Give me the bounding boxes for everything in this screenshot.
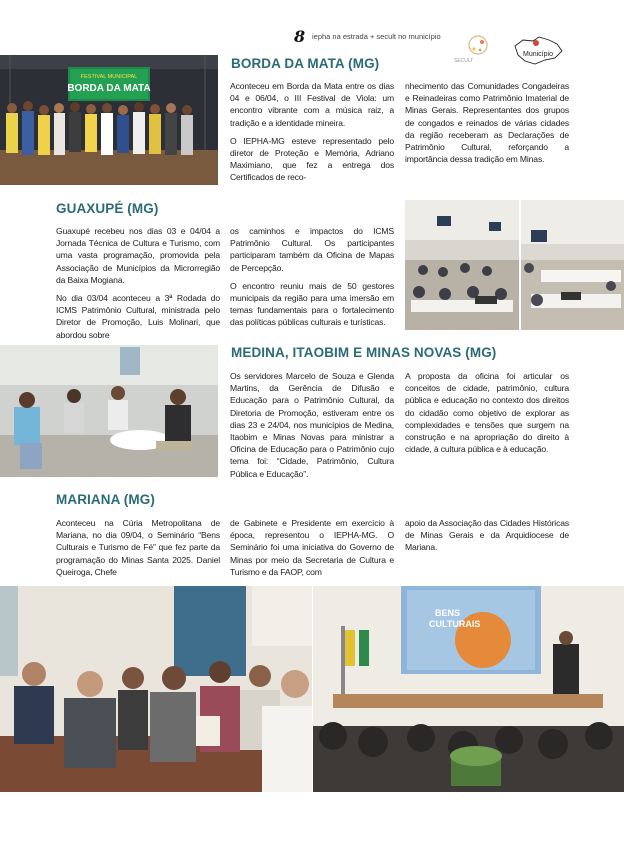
guaxupe-auditorium-photo-2 — [521, 200, 624, 330]
paragraph: Aconteceu em Borda da Mata entre os dias 04 e 06/04, o III Festival de Viola: um encontro vibrante com a música raiz, a tradição e a identidade mineira. — [230, 81, 394, 128]
mariana-col3 — [405, 517, 569, 560]
borda-da-mata-col2 — [405, 80, 569, 171]
paragraph: No dia 03/04 aconteceu a 3ª Rodada do ICMS Patrimônio Cultural, ministrada pelo Diretor de Promoção, Luis Molinari, que abordou sobre — [56, 293, 220, 340]
secult-no-municipio-logo — [509, 34, 567, 68]
paragraph: A proposta da oficina foi articular os conceitos de cidade, patrimônio, cultura pública e educação no contexto dos direitos do cidadão como objetivo de explorar as complexidades e tensões que surgem na construção e na apropriação do direito à cidade, à cultura pública e à educação. — [405, 371, 569, 455]
paragraph: de Gabinete e Presidente em exercício à época, representou o IEPHA-MG. O Seminário foi uma iniciativa do Governo de Minas por meio da Secretaria de Cultura e Turismo e da FAOP, com — [230, 518, 394, 577]
medina-col1 — [230, 370, 394, 486]
paragraph: Aconteceu na Cúria Metropolitana de Mariana, no dia 09/04, o Seminário “Bens Culturais e Turismo de Fé” que fez parte da programação do Minas Santa 2025. Daniel Queiroga, Chefe — [56, 518, 220, 577]
guaxupe-col1 — [56, 225, 220, 347]
medina-heading: MEDINA, ITAOBIM E MINAS NOVAS (MG) — [231, 345, 497, 360]
guaxupe-col2 — [230, 225, 394, 335]
paragraph: apoio da Associação das Cidades Históricas de Minas Gerais e da Arquidiocese de Mariana. — [405, 518, 569, 553]
secult-logo-text: SECULT — [454, 58, 474, 64]
banner-line1: FESTIVAL MUNICIPAL — [80, 74, 138, 80]
paragraph: Guaxupé recebeu nos dias 03 e 04/04 a Jornada Técnica de Cultura e Turismo, com uma vasta programação, promovida pela Associação de Municípios da Microrregião da Baixa Mogiana. — [56, 226, 220, 285]
screen-line2: CULTURAIS — [429, 619, 481, 629]
borda-da-mata-group-photo — [0, 55, 218, 185]
medina-workshop-photo — [0, 345, 218, 477]
medina-col2 — [405, 370, 569, 461]
borda-da-mata-col1 — [230, 80, 394, 190]
screen-line1: BENS — [435, 608, 461, 618]
mariana-audience-photo — [0, 586, 312, 792]
paragraph: O IEPHA-MG esteve representado pelo diretor de Proteção e Memória, Adriano Maximiano, que fez a entrega dos Certificados de reco- — [230, 135, 394, 183]
mariana-seminar-photo — [313, 586, 624, 792]
mariana-col2 — [230, 517, 394, 584]
paragraph: os caminhos e impactos do ICMS Patrimônio Cultural. Os participantes participaram também da Oficina de Mapas de Percepção. — [230, 226, 394, 273]
paragraph: Os servidores Marcelo de Souza e Glenda Martins, da Gerência de Difusão e Educação para o Patrimônio Cultural, da Diretoria de Promoção, estiveram entre os dias 23 e 24/04, nos municípios de Medina, Itaobim e Minas Novas para ministrar a Oficina de Educação para o Patrimônio cujo tema foi: “Cidade, Patrimônio, Cultura Pública e Educação”. — [230, 371, 394, 479]
mariana-col1 — [56, 517, 220, 584]
paragraph: nhecimento das Comunidades Congadeiras e Reinadeiras como Patrimônio Imaterial de Minas Gerais. Representantes dos grupos de congados e reinados de várias cidades da região receberam as Declarações de Patrimônio Cultural, reforçando a importância dessa tradição em Minas. — [405, 81, 569, 165]
guaxupe-heading: GUAXUPÉ (MG) — [56, 201, 159, 216]
borda-da-mata-heading: BORDA DA MATA (MG) — [231, 56, 380, 71]
logo-map-text: Município — [523, 51, 553, 58]
guaxupe-auditorium-photo-1 — [405, 200, 519, 330]
page-number: 8 — [294, 27, 306, 46]
paragraph: O encontro reuniu mais de 50 gestores municipais da região para uma imersão em temas fundamentais para o fortalecimento das políticas públicas culturais e turísticas. — [230, 280, 394, 328]
mariana-heading: MARIANA (MG) — [56, 492, 155, 507]
banner-line2: BORDA DA MATA — [67, 83, 151, 94]
header-tagline: iepha na estrada + secult no município — [312, 32, 441, 41]
secult-logo — [452, 33, 494, 67]
